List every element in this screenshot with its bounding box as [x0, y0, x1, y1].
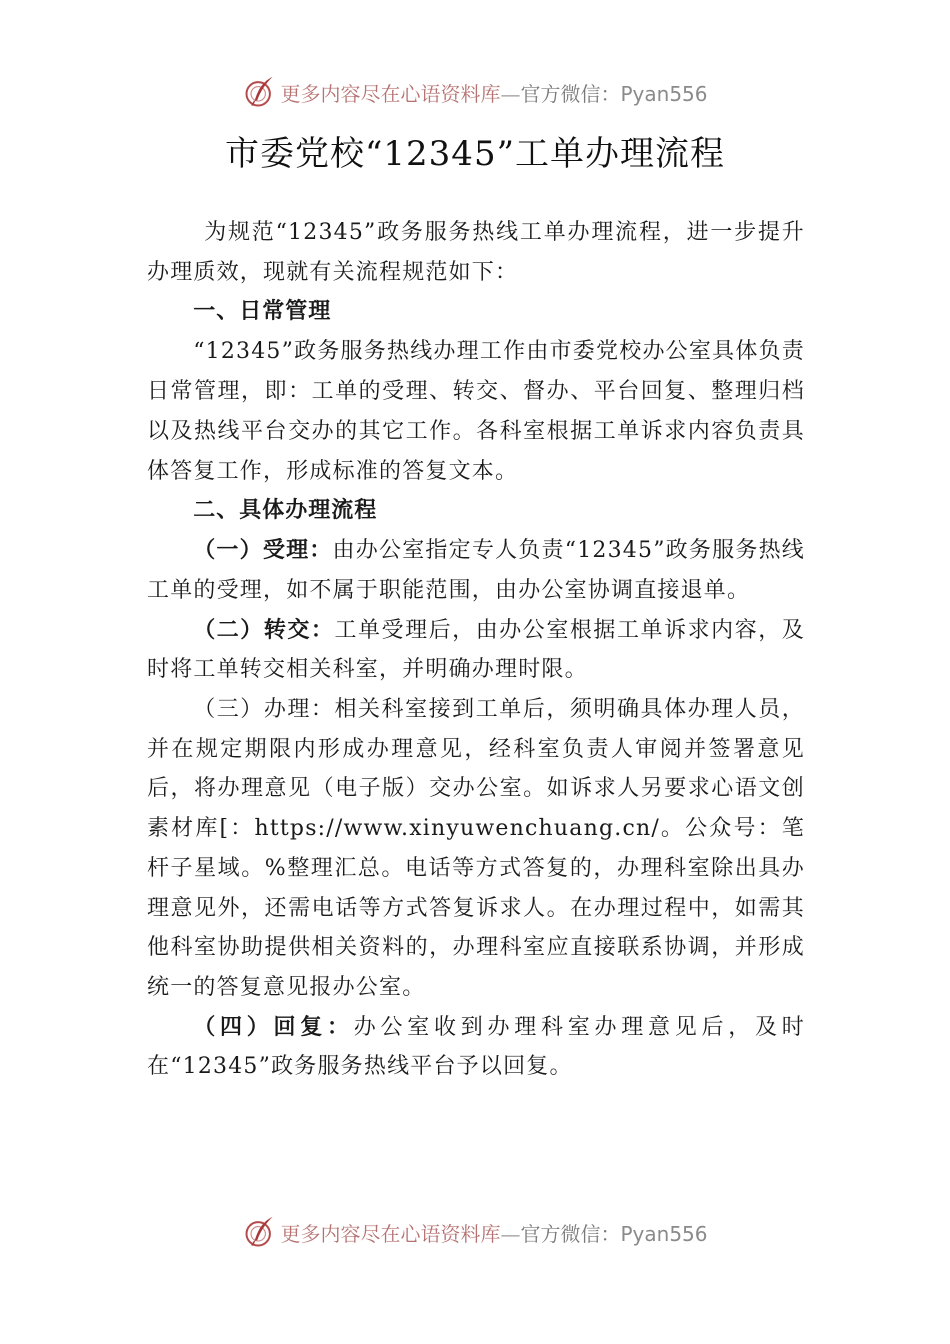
- document-title: 市委党校“12345”工单办理流程: [225, 134, 725, 174]
- item-accept-body: 由办公室指定专人负责“12345”政务服务热线工单的受理，如不属于职能范围，由办公室协调直接退单。: [147, 538, 805, 603]
- banner-separator: —: [500, 1221, 521, 1246]
- section-heading-process: 二、具体办理流程: [193, 498, 378, 524]
- document-body: [147, 213, 805, 1087]
- banner-library-text: 更多内容尽在心语资料库: [280, 81, 501, 106]
- section-heading-daily-management: 一、日常管理: [193, 299, 332, 325]
- quill-logo-icon: [242, 74, 278, 110]
- item-transfer-body: 工单受理后，由办公室根据工单诉求内容，及时将工单转交相关科室，并明确办理时限。: [147, 617, 805, 683]
- banner-text: [280, 1218, 707, 1247]
- item-reply-paragraph: [147, 1008, 805, 1087]
- banner-separator: —: [500, 81, 521, 106]
- item-accept-paragraph: [147, 531, 805, 610]
- item-transfer-label: （二）转交：: [193, 616, 335, 643]
- banner-wechat-id: Pyan556: [620, 1221, 708, 1246]
- item-accept-label: （一）受理：: [193, 537, 333, 564]
- item-transfer-paragraph: [147, 611, 805, 690]
- footer-watermark-banner: [0, 1212, 950, 1252]
- section1-paragraph: “12345”政务服务热线办理工作由市委党校办公室具体负责日常管理，即：工单的受理、转交、督办、平台回复、整理归档以及热线平台交办的其它工作。各科室根据工单诉求内容负责具体答复工作，形成标准的答复文本。: [147, 339, 805, 484]
- item-reply-label: （四）回复：: [193, 1013, 354, 1040]
- banner-library-text: 更多内容尽在心语资料库: [280, 1221, 501, 1246]
- banner-wechat-label: 官方微信：: [520, 1221, 621, 1246]
- quill-logo-icon: [242, 1214, 278, 1250]
- header-watermark-banner: [0, 72, 950, 112]
- banner-wechat-label: 官方微信：: [520, 81, 621, 106]
- item-reply-body: 办公室收到办理科室办理意见后，及时在“12345”政务服务热线平台予以回复。: [147, 1014, 805, 1080]
- item-handle-paragraph: （三）办理：相关科室接到工单后，须明确具体办理人员，并在规定期限内形成办理意见，经科室负责人审阅并签署意见后，将办理意见（电子版）交办公室。如诉求人另要求心语文创素材库[：https://www.xinyuwenchuang.cn/。公众号：笔杆子星域。%整理汇总。电话等方式答复的，办理科室除出具办理意见外，还需电话等方式答复诉求人。在办理过程中，如需其他科室协助提供相关资料的，办理科室应直接联系协调，并形成统一的答复意见报办公室。: [147, 697, 805, 1000]
- intro-paragraph: 为规范“12345”政务服务热线工单办理流程，进一步提升办理质效，现就有关流程规范如下：: [147, 220, 805, 285]
- banner-wechat-id: Pyan556: [620, 81, 708, 106]
- banner-text: [280, 78, 707, 107]
